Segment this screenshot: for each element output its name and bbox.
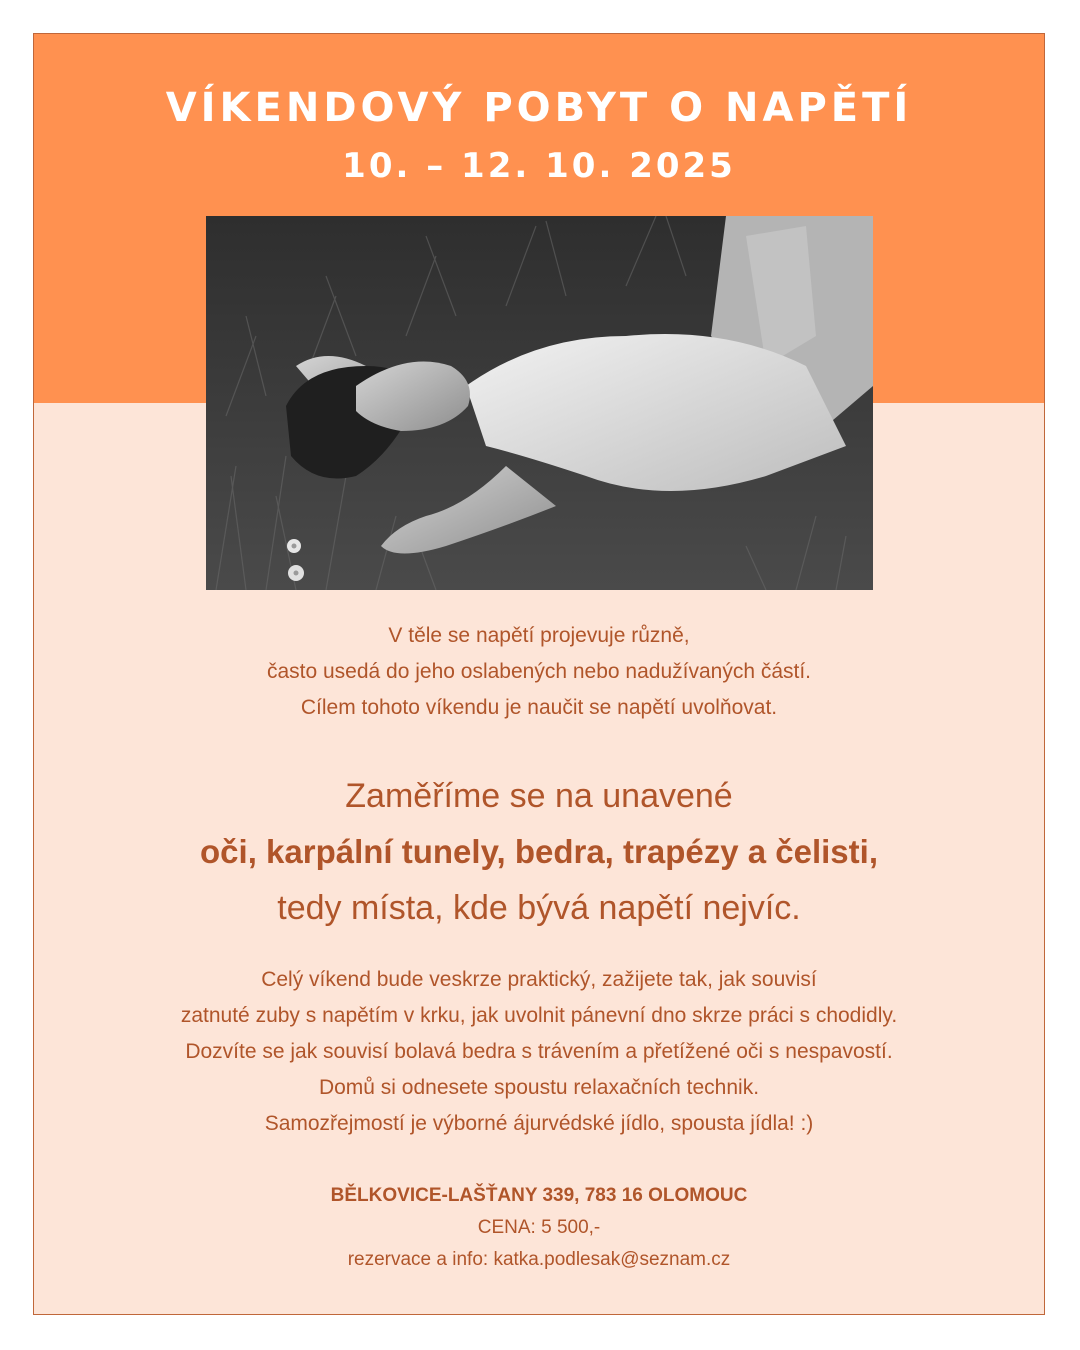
details-line: zatnuté zuby s napětím v krku, jak uvolnit pánevní dno skrze práci s chodidly. [180,1004,898,1027]
intro-line: Cílem tohoto víkendu je naučit se napětí uvolňovat. [300,696,778,719]
footer-info [34,1180,1044,1276]
focus-body-parts: oči, karpální tunely, bedra, trapézy a čelisti, [200,833,878,870]
intro-line: často usedá do jeho oslabených nebo nadužívaných částí. [266,660,812,683]
focus-text [34,768,1044,936]
details-line: Samozřejmostí je výborné ájurvédské jídlo, spousta jídla! :) [264,1112,814,1135]
details-line: Celý víkend bude veskrze praktický, zažijete tak, jak souvisí [261,968,817,991]
details-line: Domů si odnesete spoustu relaxačních technik. [318,1076,760,1099]
focus-line: tedy místa, kde bývá napětí nejvíc. [277,889,801,927]
intro-line: V těle se napětí projevuje různě, [388,624,690,647]
contact-info: rezervace a info: katka.podlesak@seznam.cz [347,1249,731,1270]
details-text [34,962,1044,1142]
price: CENA: 5 500,- [477,1217,601,1238]
poster [33,33,1045,1315]
intro-text [34,618,1044,726]
venue-address: BĚLKOVICE-LAŠŤANY 339, 783 16 OLOMOUC [330,1185,748,1206]
poster-title: VÍKENDOVÝ POBYT O NAPĚTÍ [165,85,913,131]
focus-line: Zaměříme se na unavené [345,777,733,815]
details-line: Dozvíte se jak souvisí bolavá bedra s trávením a přetížené oči s nespavostí. [185,1040,893,1063]
photo-woman-lying-in-grass [206,216,873,590]
event-date: 10. – 12. 10. 2025 [342,146,736,186]
